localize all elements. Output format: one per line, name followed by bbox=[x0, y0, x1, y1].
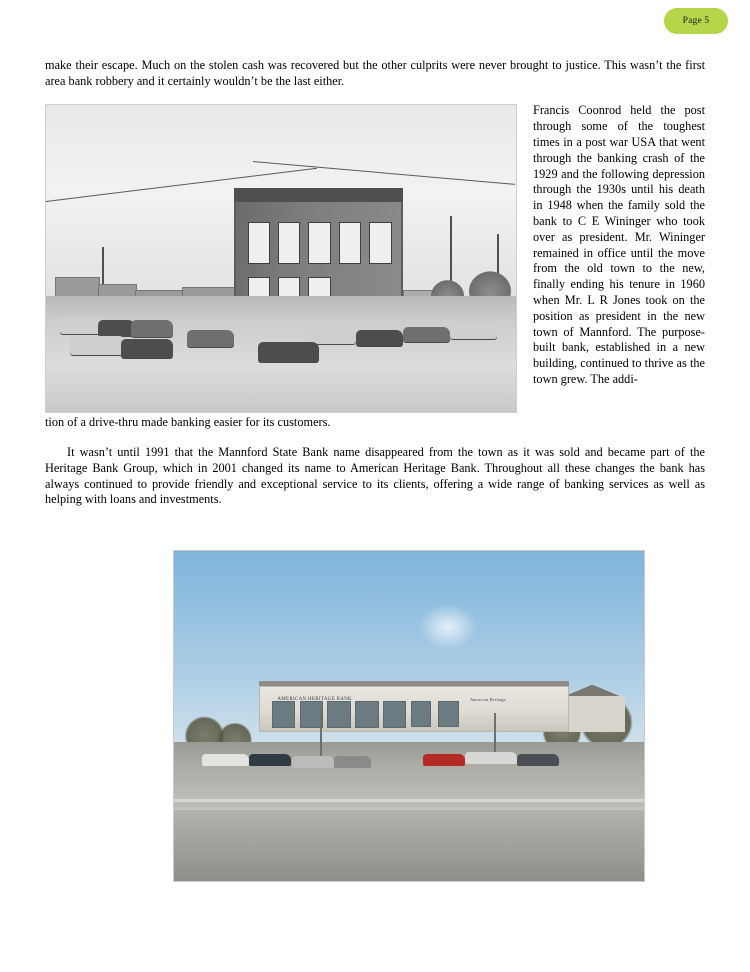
paragraph-wrap-tail: tion of a drive-thru made banking easier for its customers. bbox=[45, 415, 331, 430]
sidebar-column-text: Francis Coonrod held the post through some of the toughest times in a post war USA that went through the banking crash of the 1929 and the following depression through the 1930s until his death in 1948 when the family sold the bank to C E Wininger who took over as president. Mr. Wininger remained in office until the move from the old town to the new, finally ending his tenure in 1960 when Mr. L R Jones took on the position as president in the new town of Mannford. The purpose-built bank, established in a new building, continued to thrive as the town grew. The addi- bbox=[533, 103, 705, 387]
historic-photo-artwork bbox=[46, 105, 516, 412]
bank-building-sign: AMERICAN HERITAGE BANK bbox=[277, 696, 352, 702]
figure-and-sidebar-block bbox=[45, 101, 705, 415]
paragraph-lower: It wasn’t until 1991 that the Mannford State Bank name disappeared from the town as it was sold and became part of the Heritage Bank Group, which in 2001 changed its name to American Heritage Bank. Throughout all these changes the bank has always continued to provide friendly and exceptional service to its clients, offering a wide range of banking services as well as helping with loans and investments. bbox=[45, 445, 705, 507]
page-number-label: Page 5 bbox=[682, 16, 710, 26]
historic-bank-photo bbox=[45, 104, 517, 413]
bank-secondary-sign: American Heritage bbox=[470, 696, 506, 702]
page-number-badge bbox=[664, 8, 728, 34]
modern-bank-photo bbox=[173, 550, 645, 882]
document-page-content bbox=[45, 58, 705, 520]
modern-photo-artwork bbox=[174, 551, 644, 881]
paragraph-top: make their escape. Much on the stolen cash was recovered but the other culprits were never brought to justice. This wasn’t the first area bank robbery and it certainly wouldn’t be the last either. bbox=[45, 58, 705, 88]
